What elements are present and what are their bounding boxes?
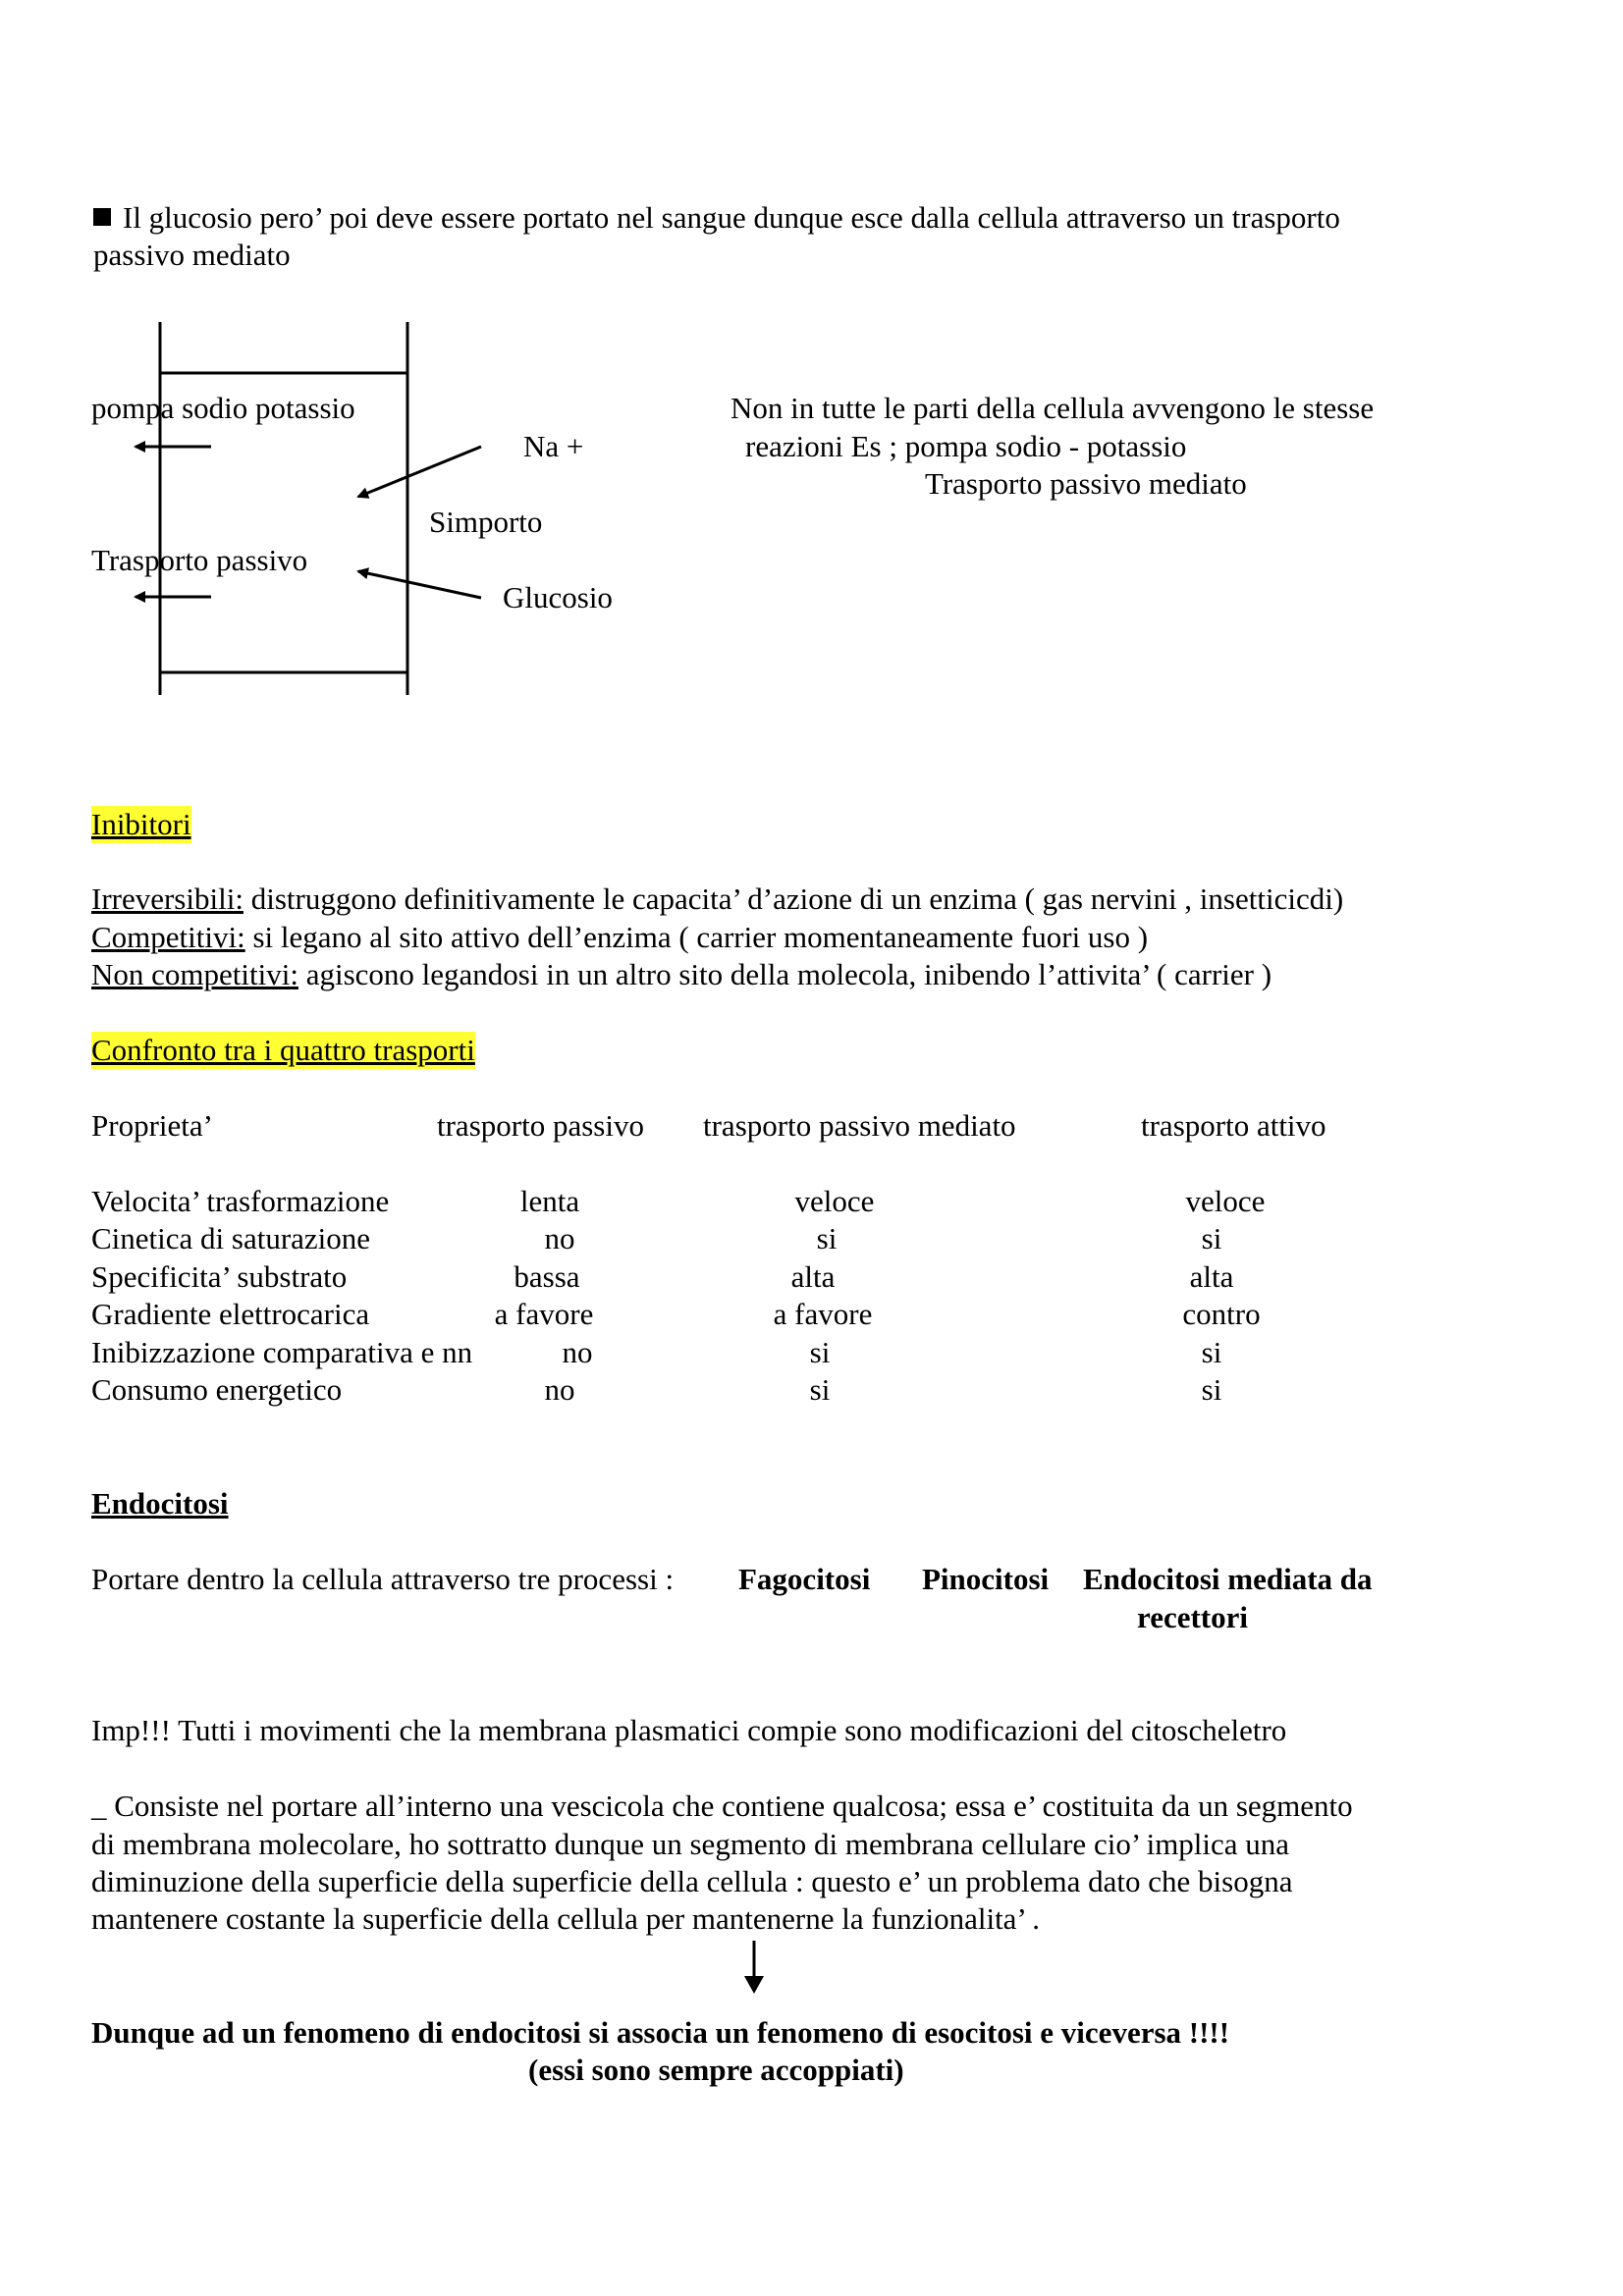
inhibitor-competitive bbox=[91, 919, 1148, 956]
row-mediated: si bbox=[816, 1221, 838, 1255]
row-mediated: si bbox=[809, 1335, 831, 1369]
row-property: Inibizzazione comparativa e nn bbox=[91, 1335, 473, 1369]
row-active: alta bbox=[1189, 1259, 1234, 1294]
inhibitor-irreversible bbox=[91, 881, 1343, 918]
endocytosis-heading: Endocitosi bbox=[91, 1486, 229, 1521]
table-header-passive: trasporto passivo bbox=[437, 1108, 644, 1143]
table-header-mediated: trasporto passivo mediato bbox=[703, 1108, 1016, 1143]
table-header-active: trasporto attivo bbox=[1141, 1108, 1326, 1143]
inhibitor-non-competitive bbox=[91, 956, 1271, 993]
conclusion-line-1: Dunque ad un fenomeno di endocitosi si associa un fenomeno di esocitosi e viceversa !!!! bbox=[91, 2015, 1230, 2050]
row-mediated: veloce bbox=[794, 1184, 875, 1218]
row-active: contro bbox=[1182, 1297, 1261, 1331]
row-mediated: si bbox=[809, 1372, 831, 1407]
note-line-2: reazioni Es ; pompa sodio - potassio bbox=[745, 429, 1187, 463]
endocytosis-intro: Portare dentro la cellula attraverso tre processi : bbox=[91, 1562, 675, 1596]
paragraph-line-2: di membrana molecolare, ho sottratto dunque un segmento di membrana cellulare cio’ implica una bbox=[91, 1827, 1290, 1861]
glucose-arrow bbox=[358, 571, 481, 598]
symport-label: Simporto bbox=[429, 505, 543, 539]
row-passive: no bbox=[544, 1221, 575, 1255]
inhibitor-text: agiscono legandosi in un altro sito della molecola, inibendo l’attivita’ ( carrier ) bbox=[298, 957, 1272, 991]
row-passive: no bbox=[544, 1372, 575, 1407]
inhibitor-text: distruggono definitivamente le capacita’ d’azione di un enzima ( gas nervini , insetticicdi) bbox=[243, 881, 1344, 916]
table-header-property: Proprieta’ bbox=[91, 1108, 213, 1143]
pump-label: pompa sodio potassio bbox=[91, 391, 355, 425]
row-property: Gradiente elettrocarica bbox=[91, 1297, 370, 1331]
intro-line-2: passivo mediato bbox=[93, 238, 291, 272]
row-active: veloce bbox=[1185, 1184, 1266, 1218]
row-property: Specificita’ substrato bbox=[91, 1259, 348, 1294]
inhibitor-term: Non competitivi: bbox=[91, 957, 298, 991]
row-mediated: a favore bbox=[773, 1297, 873, 1331]
glucose-label: Glucosio bbox=[503, 580, 613, 614]
inhibitor-term: Irreversibili: bbox=[91, 881, 243, 916]
row-passive: bassa bbox=[514, 1259, 580, 1294]
na-arrow bbox=[358, 447, 481, 497]
imp-note: Imp!!! Tutti i movimenti che la membrana plasmatici compie sono modificazioni del citoscheletro bbox=[91, 1713, 1287, 1747]
note-line-1: Non in tutte le parti della cellula avvengono le stesse bbox=[730, 391, 1375, 425]
inhibitor-term: Competitivi: bbox=[91, 920, 245, 954]
paragraph-line-1: _ Consiste nel portare all’interno una vescicola che contiene qualcosa; essa e’ costituita da un segmento bbox=[91, 1789, 1353, 1823]
comparison-heading: Confronto tra i quattro trasporti bbox=[91, 1033, 475, 1067]
down-arrow-icon bbox=[734, 1939, 774, 1998]
process-fagocitosi: Fagocitosi bbox=[738, 1562, 871, 1596]
intro-text-1: Il glucosio pero’ poi deve essere portato nel sangue dunque esce dalla cellula attraverso un trasporto bbox=[123, 200, 1340, 235]
paragraph-line-4: mantenere costante la superficie della cellula per mantenerne la funzionalita’ . bbox=[91, 1901, 1040, 1936]
inhibitor-text: si legano al sito attivo dell’enzima ( carrier momentaneamente fuori uso ) bbox=[244, 920, 1149, 954]
inhibitors-heading: Inibitori bbox=[91, 807, 191, 841]
row-passive: lenta bbox=[519, 1184, 580, 1218]
process-receptor-mediated-line-2: recettori bbox=[1137, 1600, 1248, 1634]
row-active: si bbox=[1201, 1372, 1222, 1407]
passive-label: Trasporto passivo bbox=[91, 543, 308, 577]
row-property: Cinetica di saturazione bbox=[91, 1221, 371, 1255]
process-pinocitosi: Pinocitosi bbox=[922, 1562, 1050, 1596]
row-passive: no bbox=[562, 1335, 593, 1369]
process-receptor-mediated: Endocitosi mediata da bbox=[1083, 1562, 1373, 1596]
conclusion-line-2: (essi sono sempre accoppiati) bbox=[528, 2053, 904, 2087]
row-active: si bbox=[1201, 1335, 1222, 1369]
note-line-3: Trasporto passivo mediato bbox=[925, 466, 1247, 501]
row-active: si bbox=[1201, 1221, 1222, 1255]
na-label: Na + bbox=[523, 429, 584, 463]
row-mediated: alta bbox=[790, 1259, 836, 1294]
paragraph-line-3: diminuzione della superficie della superficie della cellula : questo e’ un problema dato che bisogna bbox=[91, 1864, 1293, 1898]
row-property: Velocita’ trasformazione bbox=[91, 1184, 390, 1218]
row-passive: a favore bbox=[494, 1297, 594, 1331]
row-property: Consumo energetico bbox=[91, 1372, 343, 1407]
